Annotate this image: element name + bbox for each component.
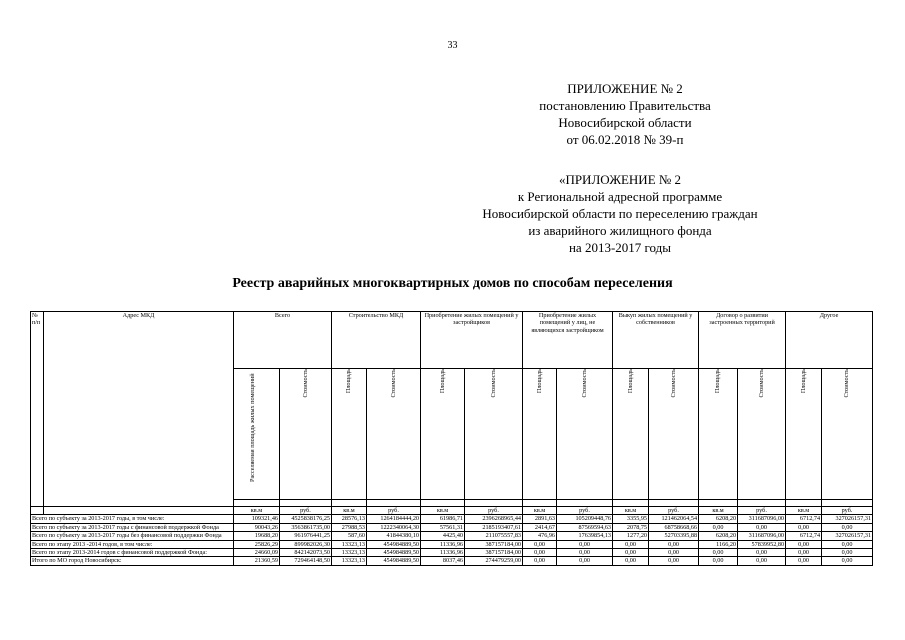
table-cell: 6712,74 [786,515,822,523]
table-cell: 13323,13 [332,549,367,557]
appendix-decree-line3: Новосибирской области [558,115,692,130]
table-cell: 0,00 [699,523,738,531]
subheader-cost: Стоимость [738,369,786,500]
table-row [31,549,873,557]
table-cell: 0,00 [613,557,649,565]
table-cell: 0,00 [738,549,786,557]
table-cell: 25826,29 [234,540,280,548]
table-cell: 729464148,50 [280,557,332,565]
table-row [31,515,873,523]
table-cell: 387157184,00 [465,549,523,557]
appendix-program-line5: на 2013-2017 годы [568,240,672,255]
table-cell: 0,00 [786,523,822,531]
table-cell: 3563861735,00 [280,523,332,531]
page-number: 33 [447,40,458,51]
appendix-decree-line2: постановлению Правительства [539,98,711,113]
header-construction: Строительство МКД [332,312,421,369]
table-cell: 0,00 [822,557,873,565]
table-cell: 899982026,30 [280,540,332,548]
table-cell: 454984889,50 [367,549,421,557]
table-cell: 0,00 [557,540,613,548]
table-cell: 6208,20 [699,532,738,540]
table-cell: 4525838176,25 [280,515,332,523]
table-cell: 27988,53 [332,523,367,531]
table-cell: 0,00 [699,549,738,557]
table-cell: 109321,46 [234,515,280,523]
table-cell: 0,00 [649,557,699,565]
table-cell: 11336,96 [421,549,465,557]
table-cell: 961976441,25 [280,532,332,540]
spacer-cell [421,500,465,507]
table-cell: 311687096,00 [738,532,786,540]
table-cell: 587,60 [332,532,367,540]
table-cell: 0,00 [786,549,822,557]
row-label: Всего по этапу 2013-2014 годов с финансовой поддержкой Фонда: [31,549,234,557]
table-cell: 52703395,88 [649,532,699,540]
appendix-decree-line1: ПРИЛОЖЕНИЕ № 2 [567,81,683,96]
unit-rub: руб. [280,507,332,515]
table-row [31,540,873,548]
table-cell: 13323,13 [332,557,367,565]
unit-sqm: кв.м [421,507,465,515]
table-cell: 0,00 [523,540,557,548]
table-cell: 842142073,50 [280,549,332,557]
table-cell: 41844380,10 [367,532,421,540]
table-cell: 0,00 [822,523,873,531]
header-num: № п/п [31,312,44,507]
table-cell: 1277,20 [613,532,649,540]
table-cell: 274479259,00 [465,557,523,565]
table-cell: 6712,74 [786,532,822,540]
registry-table [30,311,873,566]
subheader-cost: Стоимость [557,369,613,500]
spacer-cell [649,500,699,507]
row-label: Всего по этапу 2013 -2014 годов, в том числе: [31,540,234,548]
spacer-cell [699,500,738,507]
table-cell: 0,00 [613,549,649,557]
table-cell: 68758668,66 [649,523,699,531]
table-cell: 61986,71 [421,515,465,523]
spacer-cell [523,500,557,507]
spacer-cell [738,500,786,507]
table-cell: 0,00 [786,540,822,548]
unit-sqm: кв.м [234,507,280,515]
table-cell: 13323,13 [332,540,367,548]
subheader-cost: Стоимость [465,369,523,500]
appendix-program-line4: из аварийного жилищного фонда [528,223,712,238]
unit-sqm: кв.м [332,507,367,515]
table-cell: 3355,95 [613,515,649,523]
unit-rub: руб. [822,507,873,515]
table-cell: 28576,13 [332,515,367,523]
row-label: Всего по субъекту за 2013-2017 годы без финансовой поддержки Фонда [31,532,234,540]
row-label: Всего по субъекту за 2013-2017 годы, в том числе: [31,515,234,523]
unit-rub: руб. [738,507,786,515]
units-cell [31,507,44,515]
spacer-cell [280,500,332,507]
table-cell: 24660,09 [234,549,280,557]
table-row [31,523,873,531]
spacer-cell [786,500,822,507]
table-cell: 0,00 [738,523,786,531]
appendix-decree-block [480,80,770,148]
table-cell: 0,00 [822,540,873,548]
table-cell: 1264184444,20 [367,515,421,523]
table-cell: 1166,20 [699,540,738,548]
subheader-area: Площадь [786,369,822,500]
table-cell: 17639854,13 [557,532,613,540]
header-address: Адрес МКД [44,312,234,507]
spacer-cell [234,500,280,507]
unit-sqm: кв.м [523,507,557,515]
header-development-agreement: Договор о развитии застроенных территорий [699,312,786,369]
spacer-cell [465,500,523,507]
table-cell: 6208,20 [699,515,738,523]
table-cell: 0,00 [649,549,699,557]
table-cell: 121462064,54 [649,515,699,523]
spacer-cell [367,500,421,507]
table-cell: 105209448,76 [557,515,613,523]
table-cell: 327026157,31 [822,515,873,523]
table-cell: 0,00 [738,557,786,565]
unit-sqm: кв.м [613,507,649,515]
spacer-cell [822,500,873,507]
subheader-cost: Стоимость [649,369,699,500]
header-purchase-developers: Приобретение жилых помещений у застройщиков [421,312,523,369]
table-cell: 327026157,31 [822,532,873,540]
units-cell [44,507,234,515]
subheader-settled-area: Расселяемая площадь жилых помещений [234,369,280,500]
subheader-area: Площадь [699,369,738,500]
subheader-cost: Стоимость [280,369,332,500]
spacer-cell [557,500,613,507]
header-other: Другое [786,312,873,369]
table-cell: 211075557,83 [465,532,523,540]
table-cell: 2414,67 [523,523,557,531]
table-cell: 8037,46 [421,557,465,565]
appendix-decree-line4: от 06.02.2018 № 39-п [566,132,684,147]
header-purchase-non-developers: Приобретение жилых помещений у лиц, не являющихся застройщиком [523,312,613,369]
table-cell: 311687096,00 [738,515,786,523]
table-cell: 2078,75 [613,523,649,531]
unit-sqm: кв.м [786,507,822,515]
appendix-program-line3: Новосибирской области по переселению граждан [482,206,758,221]
unit-sqm: кв.м [699,507,738,515]
unit-rub: руб. [465,507,523,515]
spacer-cell [613,500,649,507]
table-cell: 454984889,50 [367,557,421,565]
appendix-program-line1: «ПРИЛОЖЕНИЕ № 2 [558,172,682,187]
table-cell: 0,00 [649,540,699,548]
table-cell: 0,00 [786,557,822,565]
table-cell: 1222340064,30 [367,523,421,531]
units-row [31,507,873,515]
table-cell: 19688,20 [234,532,280,540]
subheader-cost: Стоимость [822,369,873,500]
appendix-program-line2: к Региональной адресной программе [517,189,723,204]
table-cell: 454984889,50 [367,540,421,548]
table-cell: 0,00 [523,557,557,565]
subheader-area: Площадь [421,369,465,500]
unit-rub: руб. [649,507,699,515]
row-label: Итого по МО город Новосибирск: [31,557,234,565]
header-buyout: Выкуп жилых помещений у собственников [613,312,699,369]
table-cell: 0,00 [613,540,649,548]
table-cell: 387157184,00 [465,540,523,548]
table-cell: 2891,63 [523,515,557,523]
table-cell: 90043,26 [234,523,280,531]
table-cell: 0,00 [523,549,557,557]
table-cell: 57561,31 [421,523,465,531]
table-cell: 0,00 [822,549,873,557]
table-cell: 2185193407,61 [465,523,523,531]
table-cell: 57839952,80 [738,540,786,548]
table-cell: 0,00 [557,549,613,557]
table-row [31,532,873,540]
table-cell: 0,00 [699,557,738,565]
document-title: Реестр аварийных многоквартирных домов по способам переселения [232,276,673,291]
table-row [31,557,873,565]
table-cell: 21360,59 [234,557,280,565]
subheader-area: Площадь [332,369,367,500]
table-cell: 476,96 [523,532,557,540]
spacer-cell [332,500,367,507]
table-cell: 11336,96 [421,540,465,548]
row-label: Всего по субъекту за 2013-2017 годы с финансовой поддержкой Фонда [31,523,234,531]
table-cell: 4425,40 [421,532,465,540]
subheader-area: Площадь [523,369,557,500]
header-total: Всего [234,312,332,369]
table-cell: 87569594,63 [557,523,613,531]
appendix-program-block [460,171,780,256]
subheader-area: Площадь [613,369,649,500]
subheader-cost: Стоимость [367,369,421,500]
unit-rub: руб. [367,507,421,515]
table-cell: 0,00 [557,557,613,565]
table-cell: 2396268965,44 [465,515,523,523]
unit-rub: руб. [557,507,613,515]
